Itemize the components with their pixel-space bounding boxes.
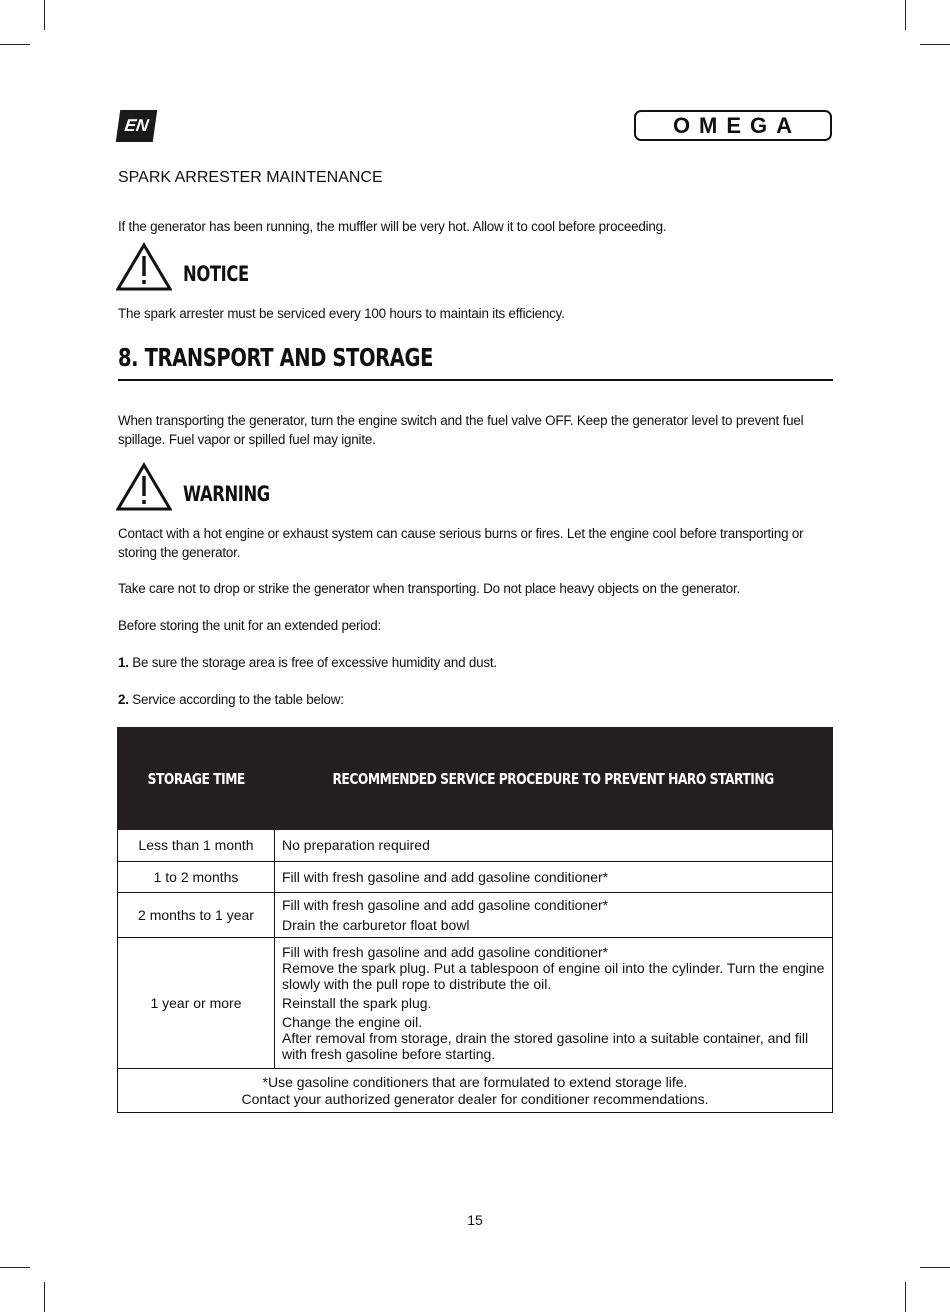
before-storage-text: Before storing the unit for an extended period: — [118, 618, 382, 633]
procedure-line: Drain the carburetor float bowl — [282, 916, 470, 933]
procedure-cell — [275, 830, 833, 862]
crop-mark — [905, 0, 906, 30]
crop-mark — [920, 1267, 950, 1268]
crop-mark — [905, 1282, 906, 1312]
table-row — [118, 830, 833, 862]
transport-intro: When transporting the generator, turn the engine switch and the fuel valve OFF. Keep the generator level to prevent fuel spillage. Fuel vapor or spilled fuel may ignite. — [118, 413, 804, 447]
table-footnote — [118, 1069, 833, 1113]
table-row — [118, 938, 833, 1069]
procedure-cell — [275, 862, 833, 893]
step-number: 1. — [118, 655, 129, 670]
procedure-line: Remove the spark plug. Put a tablespoon of engine oil into the cylinder. Turn the engine slowly with the pull rope to distribute the oil. — [282, 960, 825, 992]
step-item — [118, 653, 834, 672]
title-rule — [118, 379, 833, 381]
brand-logo: OMEGA — [634, 110, 832, 141]
procedure-line: Reinstall the spark plug. — [282, 995, 432, 1011]
procedure-cell — [275, 938, 833, 1069]
crop-mark — [44, 1282, 45, 1312]
footnote-line: Contact your authorized generator dealer for conditioner recommendations. — [241, 1090, 709, 1107]
column-header: RECOMMENDED SERVICE PROCEDURE TO PREVENT HARO STARTING — [275, 728, 833, 830]
table-header-row — [118, 728, 833, 830]
procedure-cell — [275, 893, 833, 938]
chapter-title: 8. TRANSPORT AND STORAGE — [118, 343, 434, 372]
crop-mark — [920, 44, 950, 45]
storage-time-cell: Less than 1 month — [118, 830, 275, 862]
warning-text: Contact with a hot engine or exhaust system can cause serious burns or fires. Let the engine cool before transporting or storing the generator. — [118, 526, 804, 560]
procedure-line: After removal from storage, drain the stored gasoline into a suitable container, and fill with fresh gasoline before starting. — [282, 1030, 809, 1062]
table-footnote-row — [118, 1069, 833, 1113]
warning-triangle-icon — [116, 242, 172, 292]
step-text: Be sure the storage area is free of excessive humidity and dust. — [128, 655, 497, 670]
storage-service-table — [117, 727, 833, 1113]
language-tag: EN — [116, 110, 157, 142]
table-row — [118, 893, 833, 938]
footnote-line: *Use gasoline conditioners that are formulated to extend storage life. — [262, 1073, 688, 1090]
procedure-line: No preparation required — [282, 837, 430, 853]
procedure-line: Fill with fresh gasoline and add gasoline conditioner* — [282, 944, 609, 960]
notice-text: The spark arrester must be serviced every 100 hours to maintain its efficiency. — [118, 306, 565, 321]
care-text: Take care not to drop or strike the generator when transporting. Do not place heavy objects on the generator. — [118, 581, 741, 596]
crop-mark — [44, 0, 45, 30]
notice-label: NOTICE — [183, 262, 249, 286]
crop-mark — [0, 1267, 30, 1268]
section-title: SPARK ARRESTER MAINTENANCE — [118, 169, 383, 186]
storage-time-cell: 2 months to 1 year — [118, 893, 275, 938]
storage-time-cell: 1 to 2 months — [118, 862, 275, 893]
procedure-line: Change the engine oil. — [282, 1014, 423, 1030]
crop-mark — [0, 44, 30, 45]
table-row — [118, 862, 833, 893]
spark-paragraph: If the generator has been running, the muffler will be very hot. Allow it to cool before proceeding. — [118, 219, 667, 234]
step-number: 2. — [118, 692, 129, 707]
procedure-line: Fill with fresh gasoline and add gasoline conditioner* — [282, 868, 609, 885]
page-number: 15 — [467, 1212, 483, 1228]
warning-triangle-icon — [116, 462, 172, 512]
procedure-line: Fill with fresh gasoline and add gasoline conditioner* — [282, 896, 609, 913]
step-text: Service according to the table below: — [128, 692, 344, 707]
storage-time-cell: 1 year or more — [118, 938, 275, 1069]
warning-label: WARNING — [183, 482, 270, 506]
step-item — [118, 690, 834, 709]
column-header: STORAGE TIME — [118, 728, 275, 830]
